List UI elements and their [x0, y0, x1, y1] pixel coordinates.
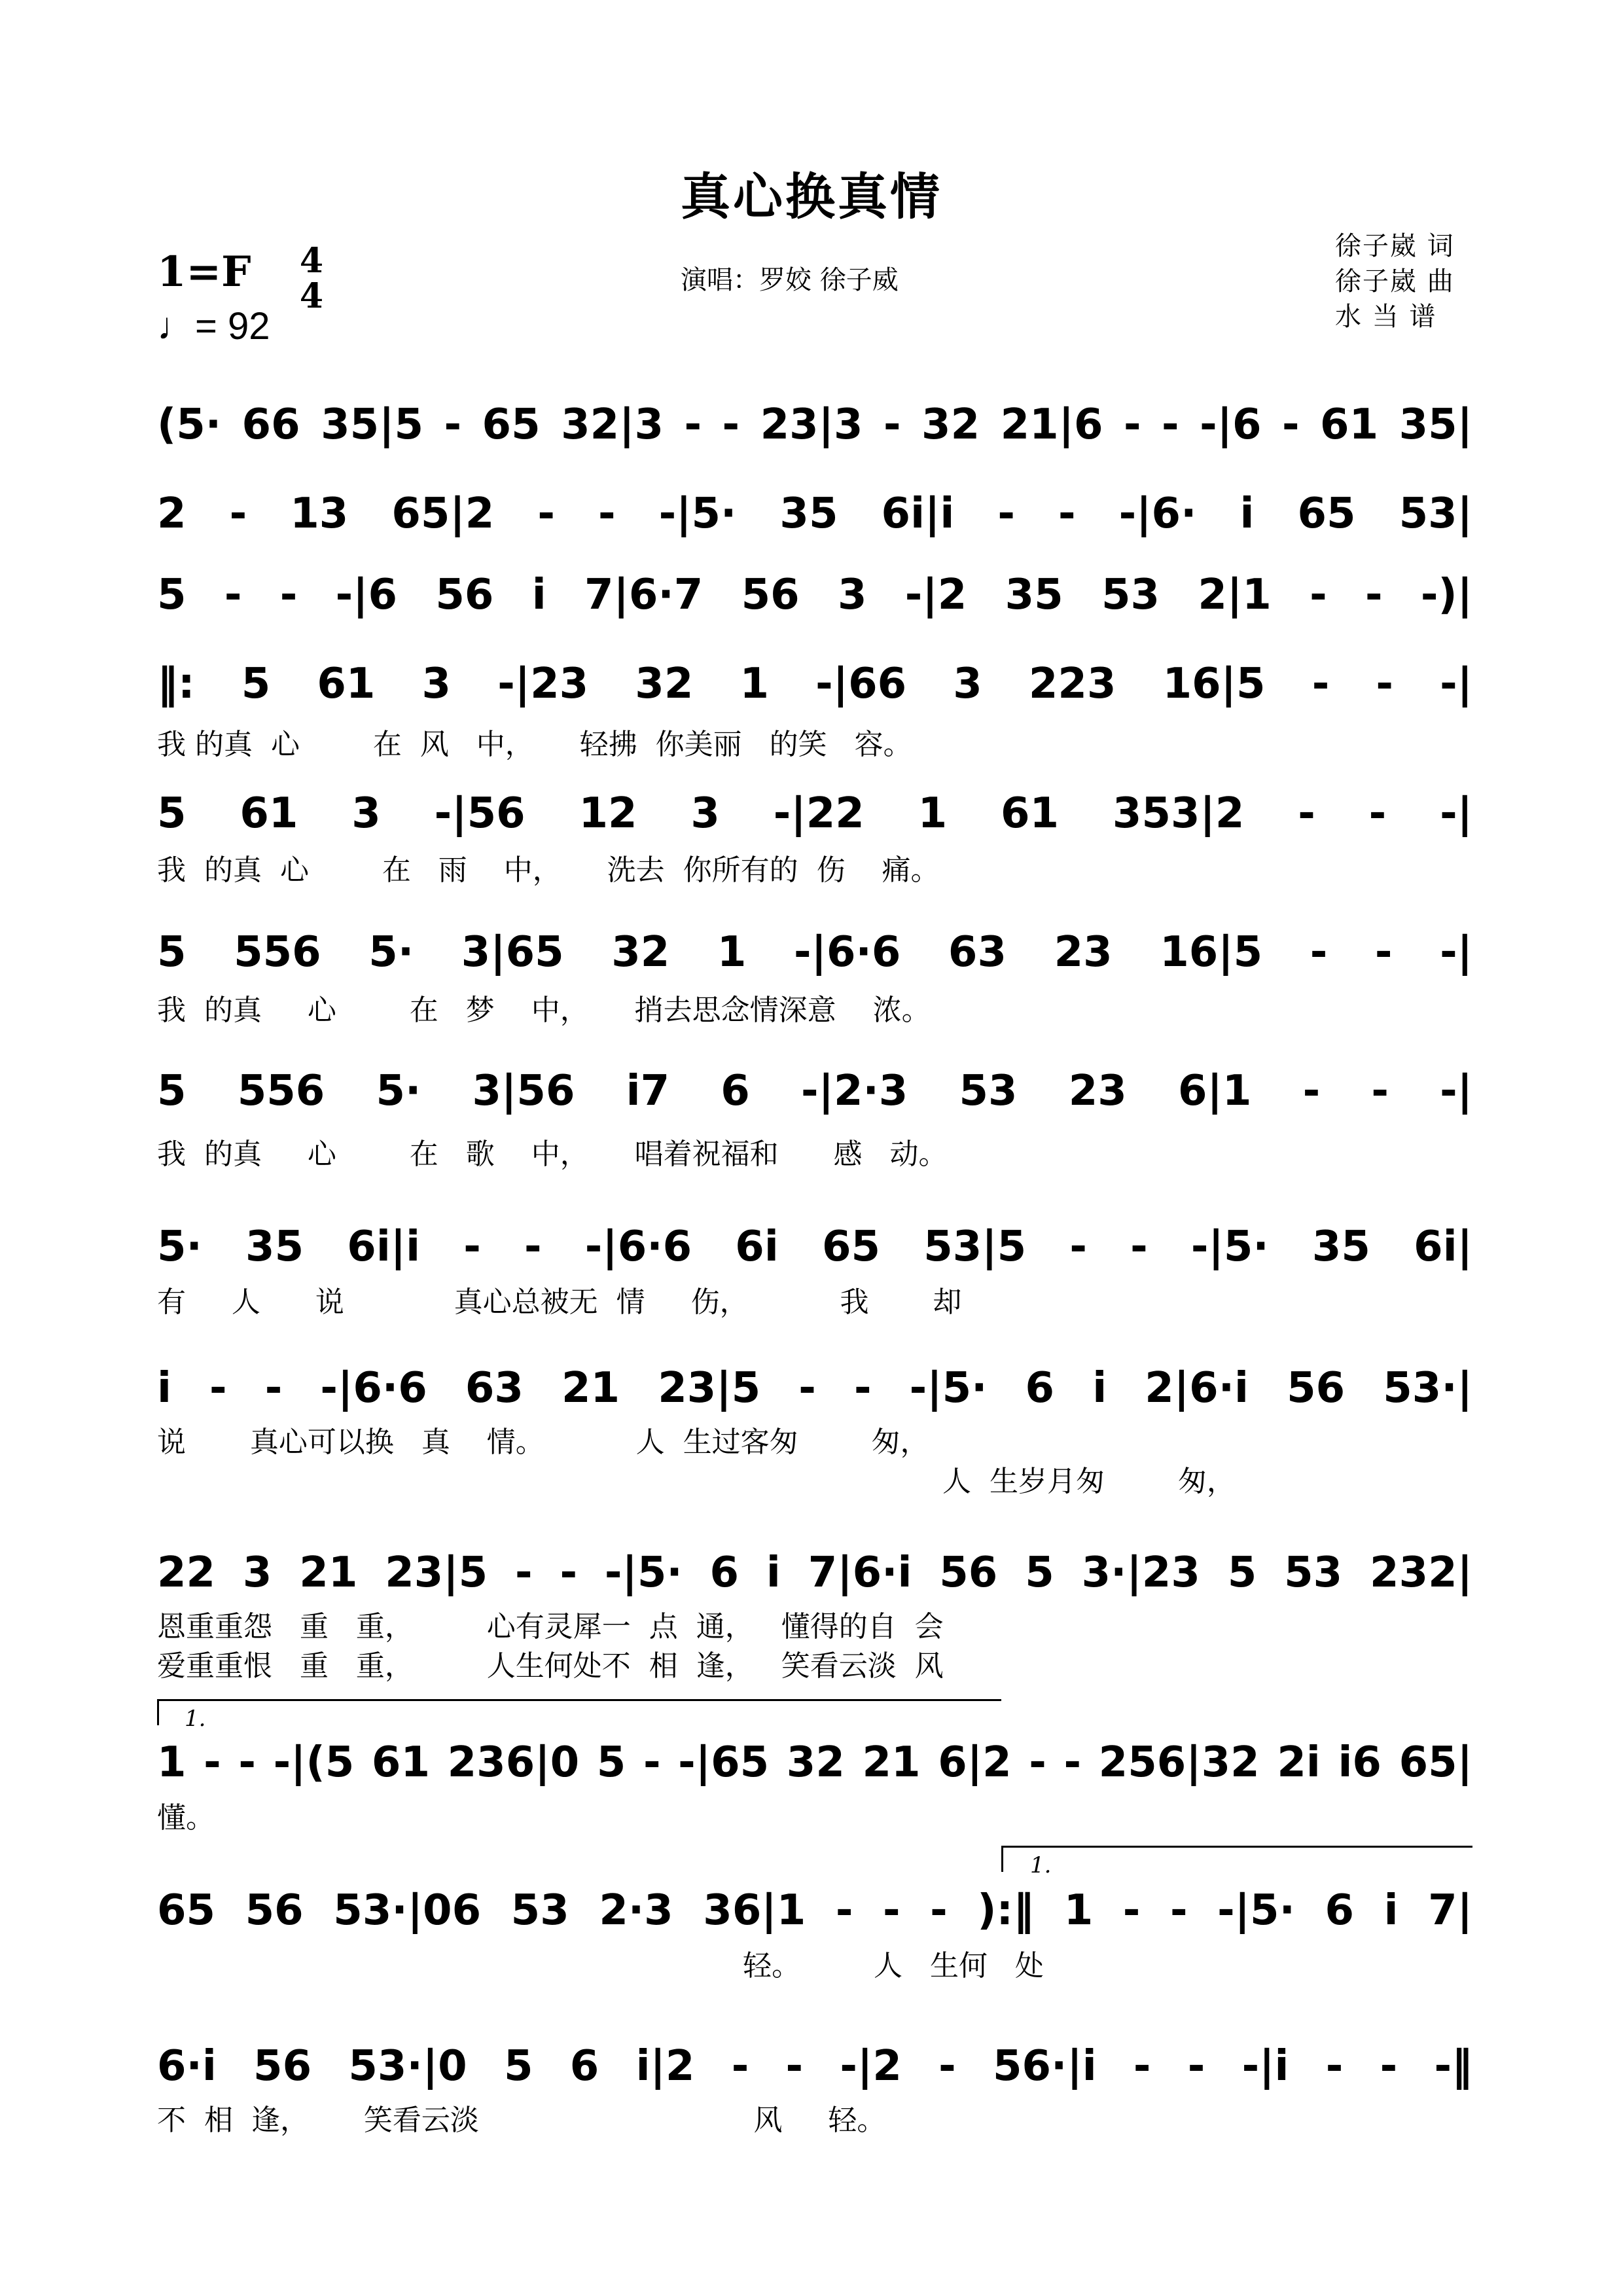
lyric-line: 懂。: [157, 1801, 215, 1835]
key-signature: 1=F: [157, 247, 251, 296]
ending-bracket-tick: [1001, 1846, 1003, 1872]
ending-label: 1.: [1030, 1852, 1052, 1878]
lyric-line: 我 的真 心 在 歌 中， 唱着祝福和 感 动。: [157, 1138, 948, 1171]
lyric-line: 我 的真 心 在 梦 中， 捎去思念情深意 浓。: [157, 994, 931, 1027]
notation-line: 65 56 53·|06 53 2·3 36|1 - - - ):‖ 1 - - -|5· 6 i 7|: [157, 1886, 1472, 1935]
lyric-line: 恩重重怨 重 重， 心有灵犀一 点 通， 懂得的自 会: [157, 1610, 944, 1643]
lyric-line: 有 人 说 真心总被无 情 伤， 我 却: [157, 1285, 962, 1319]
lyric-line: 说 真心可以换 真 情。 人 生过客匆 匆，: [157, 1426, 929, 1459]
tempo-marking: ♩= 92: [157, 305, 270, 348]
notation-line: (5· 66 35|5 - 65 32|3 - - 23|3 - 32 21|6 - - -|6 - 61 35|: [157, 401, 1472, 449]
time-signature: [294, 243, 329, 314]
performers: 演唱：罗姣 徐子威: [681, 265, 899, 295]
notation-line: 22 3 21 23|5 - - -|5· 6 i 7|6·i 56 5 3·|23 5 53 232|: [157, 1549, 1472, 1597]
notation-line: 5 556 5· 3|56 i7 6 -|2·3 53 23 6|1 - - -|: [157, 1067, 1472, 1115]
notation-line: 2 - 13 65|2 - - -|5· 35 6i|i - - -|6· i 65 53|: [157, 490, 1472, 538]
time-signature-bottom: 4: [299, 276, 324, 316]
first-ending-bracket: [157, 1699, 1001, 1701]
notation-line: ‖: 5 61 3 -|23 32 1 -|66 3 223 16|5 - - -|: [157, 660, 1472, 708]
time-signature-top: 4: [299, 241, 324, 281]
notation-line: 1 - - -|(5 61 236|0 5 - -|65 32 21 6|2 - - 256|32 2i i6 65|: [157, 1738, 1472, 1787]
lyric-line-alt: 人 生岁月匆 匆，: [942, 1465, 1236, 1498]
ending-bracket: [1001, 1846, 1472, 1848]
lyricist-credit: 徐子崴 词: [1335, 231, 1455, 261]
lyric-line-alt: 爱重重恨 重 重， 人生何处不 相 逢， 笑看云淡 风: [157, 1649, 944, 1683]
lyric-line: 我 的真 心 在 雨 中， 洗去 你所有的 伤 痛。: [157, 853, 940, 887]
composer-credit: 徐子崴 曲: [1335, 266, 1455, 296]
notation-line: 6·i 56 53·|0 5 6 i|2 - - -|2 - 56·|i - - -|i - - -‖: [157, 2042, 1472, 2090]
song-title: 真心换真情: [681, 168, 942, 226]
lyric-line: 不 相 逢， 笑看云淡 风 轻。: [157, 2104, 886, 2137]
lyric-line: 轻。 人 生何 处: [157, 1949, 1044, 1982]
notation-line: i - - -|6·6 63 21 23|5 - - -|5· 6 i 2|6·i 56 53·|: [157, 1364, 1472, 1412]
first-ending-label: 1.: [185, 1706, 206, 1732]
notation-line: 5 61 3 -|56 12 3 -|22 1 61 353|2 - - -|: [157, 789, 1472, 838]
notation-line: 5 - - -|6 56 i 7|6·7 56 3 -|2 35 53 2|1 - - -)|: [157, 571, 1472, 619]
lyric-line: 我 的真 心 在 风 中， 轻拂 你美丽 的笑 容。: [157, 728, 912, 761]
first-ending-tick: [157, 1699, 159, 1725]
notation-line: 5· 35 6i|i - - -|6·6 6i 65 53|5 - - -|5· 35 6i|: [157, 1223, 1472, 1271]
transcriber-credit: 水 当 谱: [1335, 302, 1437, 332]
notation-line: 5 556 5· 3|65 32 1 -|6·6 63 23 16|5 - - -|: [157, 928, 1472, 977]
